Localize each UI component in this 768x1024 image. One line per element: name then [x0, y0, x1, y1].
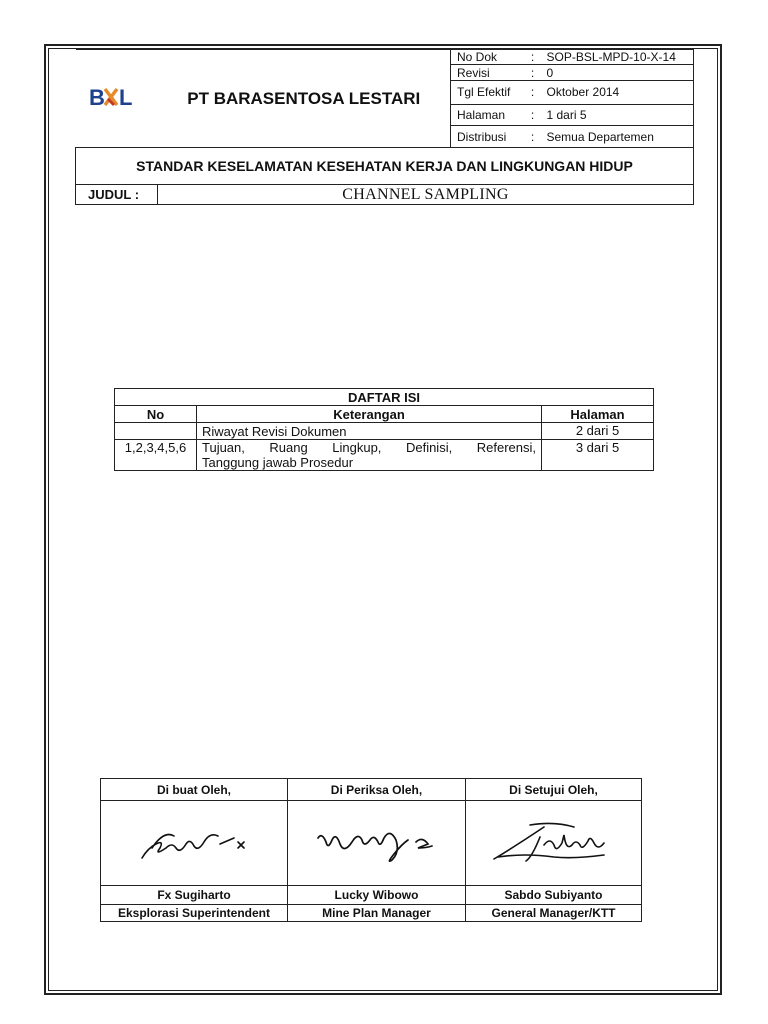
meta-colon: :	[525, 65, 541, 80]
meta-label: No Dok	[451, 50, 525, 65]
document-title: CHANNEL SAMPLING	[158, 185, 694, 205]
signature-approved	[484, 817, 624, 869]
meta-revision: 0	[541, 65, 694, 80]
signature-checked	[312, 818, 442, 868]
meta-label: Distribusi	[451, 126, 525, 148]
toc-row-no: 1,2,3,4,5,6	[115, 440, 197, 471]
toc-row-keterangan: Riwayat Revisi Dokumen	[197, 423, 542, 440]
signature-cell-approved	[466, 801, 642, 886]
approval-heading-approved: Di Setujui Oleh,	[466, 779, 642, 801]
meta-doc-number: SOP-BSL-MPD-10-X-14	[541, 50, 694, 65]
meta-colon: :	[525, 104, 541, 126]
toc-row-no	[115, 423, 197, 440]
table-row	[115, 440, 654, 471]
toc-row-halaman: 2 dari 5	[542, 423, 654, 440]
meta-label: Halaman	[451, 104, 525, 126]
standard-title: STANDAR KESELAMATAN KESEHATAN KERJA DAN LINGKUNGAN HIDUP	[76, 148, 694, 185]
toc-row-halaman: 3 dari 5	[542, 440, 654, 471]
signature-prepared	[134, 818, 254, 868]
table-of-contents	[114, 388, 654, 471]
document-header	[75, 49, 694, 205]
signature-cell-prepared	[101, 801, 288, 886]
approver-name-prepared: Fx Sugiharto	[101, 886, 288, 905]
toc-row-keterangan-cell	[197, 440, 542, 471]
toc-header-keterangan: Keterangan	[197, 406, 542, 423]
approval-heading-prepared: Di buat Oleh,	[101, 779, 288, 801]
toc-row-keterangan-line2: Tanggung jawab Prosedur	[202, 455, 354, 470]
meta-label: Revisi	[451, 65, 525, 80]
toc-header-halaman: Halaman	[542, 406, 654, 423]
judul-label: JUDUL :	[76, 185, 158, 205]
logo-cell	[76, 50, 158, 148]
meta-colon: :	[525, 126, 541, 148]
table-row	[115, 423, 654, 440]
meta-effective-date: Oktober 2014	[541, 80, 694, 104]
toc-header-no: No	[115, 406, 197, 423]
approval-table	[100, 778, 642, 922]
meta-distribution: Semua Departemen	[541, 126, 694, 148]
meta-colon: :	[525, 50, 541, 65]
meta-label: Tgl Efektif	[451, 80, 525, 104]
bsl-logo	[87, 83, 147, 111]
svg-text:B: B	[88, 85, 105, 110]
approver-role-checked: Mine Plan Manager	[288, 905, 466, 922]
toc-row-keterangan: Tujuan, Ruang Lingkup, Definisi, Referensi,	[202, 440, 536, 455]
approval-heading-checked: Di Periksa Oleh,	[288, 779, 466, 801]
approver-name-approved: Sabdo Subiyanto	[466, 886, 642, 905]
signature-cell-checked	[288, 801, 466, 886]
meta-colon: :	[525, 80, 541, 104]
meta-page: 1 dari 5	[541, 104, 694, 126]
company-name: PT BARASENTOSA LESTARI	[158, 50, 451, 148]
approver-role-prepared: Eksplorasi Superintendent	[101, 905, 288, 922]
approver-name-checked: Lucky Wibowo	[288, 886, 466, 905]
toc-title: DAFTAR ISI	[115, 389, 654, 406]
approver-role-approved: General Manager/KTT	[466, 905, 642, 922]
svg-text:L: L	[118, 85, 132, 110]
